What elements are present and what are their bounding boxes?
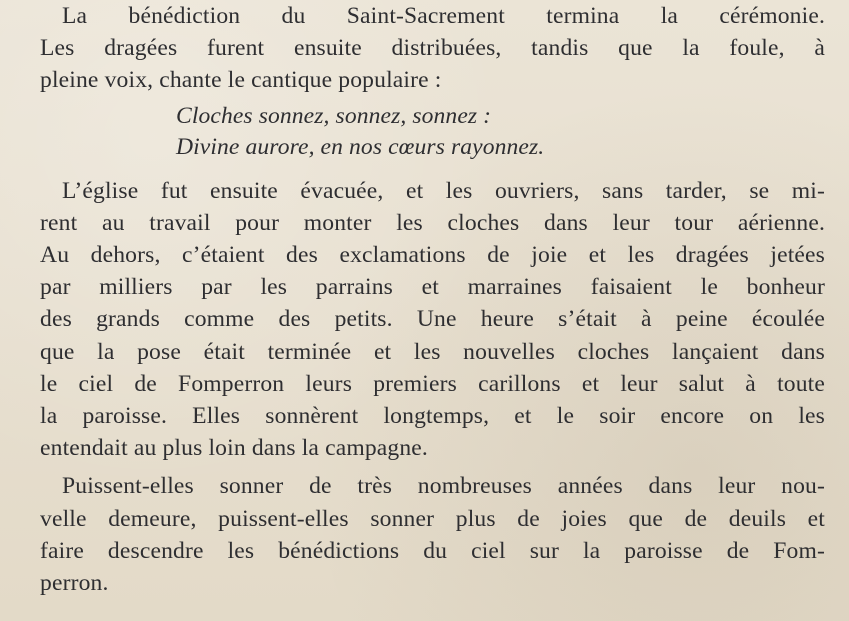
verse-line: Divine aurore, en nos cœurs rayonnez. <box>176 133 545 160</box>
paragraph-line: Au dehors, c’étaient des exclamations de joie et les dragées jetées <box>40 242 825 269</box>
paragraph-line: par milliers par les parrains et marraines faisaient le bonheur <box>40 274 825 301</box>
paragraph-line: que la pose était terminée et les nouvelles cloches lançaient dans <box>40 338 825 365</box>
paragraph-line: entendait au plus loin dans la campagne. <box>40 435 428 462</box>
paragraph-line: rent au travail pour monter les cloches dans leur tour aérienne. <box>40 209 825 236</box>
paragraph-church-evacuated <box>40 175 825 465</box>
paragraph-line: le ciel de Fomperron leurs premiers carillons et leur salut à toute <box>40 370 825 397</box>
paragraph-line: pleine voix, chante le cantique populaire : <box>40 67 442 94</box>
paragraph-line: Les dragées furent ensuite distribuées, tandis que la foule, à <box>40 35 825 62</box>
paragraph-line: des grands comme des petits. Une heure s’était à peine écoulée <box>40 306 825 333</box>
paragraph-line: la paroisse. Elles sonnèrent longtemps, et le soir encore on les <box>40 403 825 430</box>
paragraph-line: L’église fut ensuite évacuée, et les ouvriers, sans tarder, se mi- <box>62 177 825 204</box>
paragraph-line: La bénédiction du Saint-Sacrement termina la cérémonie. <box>62 3 825 29</box>
paragraph-line: faire descendre les bénédictions du ciel sur la paroisse de Fom- <box>40 537 825 564</box>
song-verse <box>176 101 825 163</box>
paragraph-line: velle demeure, puissent-elles sonner plus de joies que de deuils et <box>40 505 825 532</box>
verse-line: Cloches sonnez, sonnez, sonnez : <box>176 102 492 129</box>
paragraph-line: perron. <box>40 570 109 597</box>
paragraph-bells-wish <box>40 470 825 599</box>
paragraph-line: Puissent-elles sonner de très nombreuses années dans leur nou- <box>62 473 825 500</box>
paragraph-benediction <box>40 0 825 97</box>
